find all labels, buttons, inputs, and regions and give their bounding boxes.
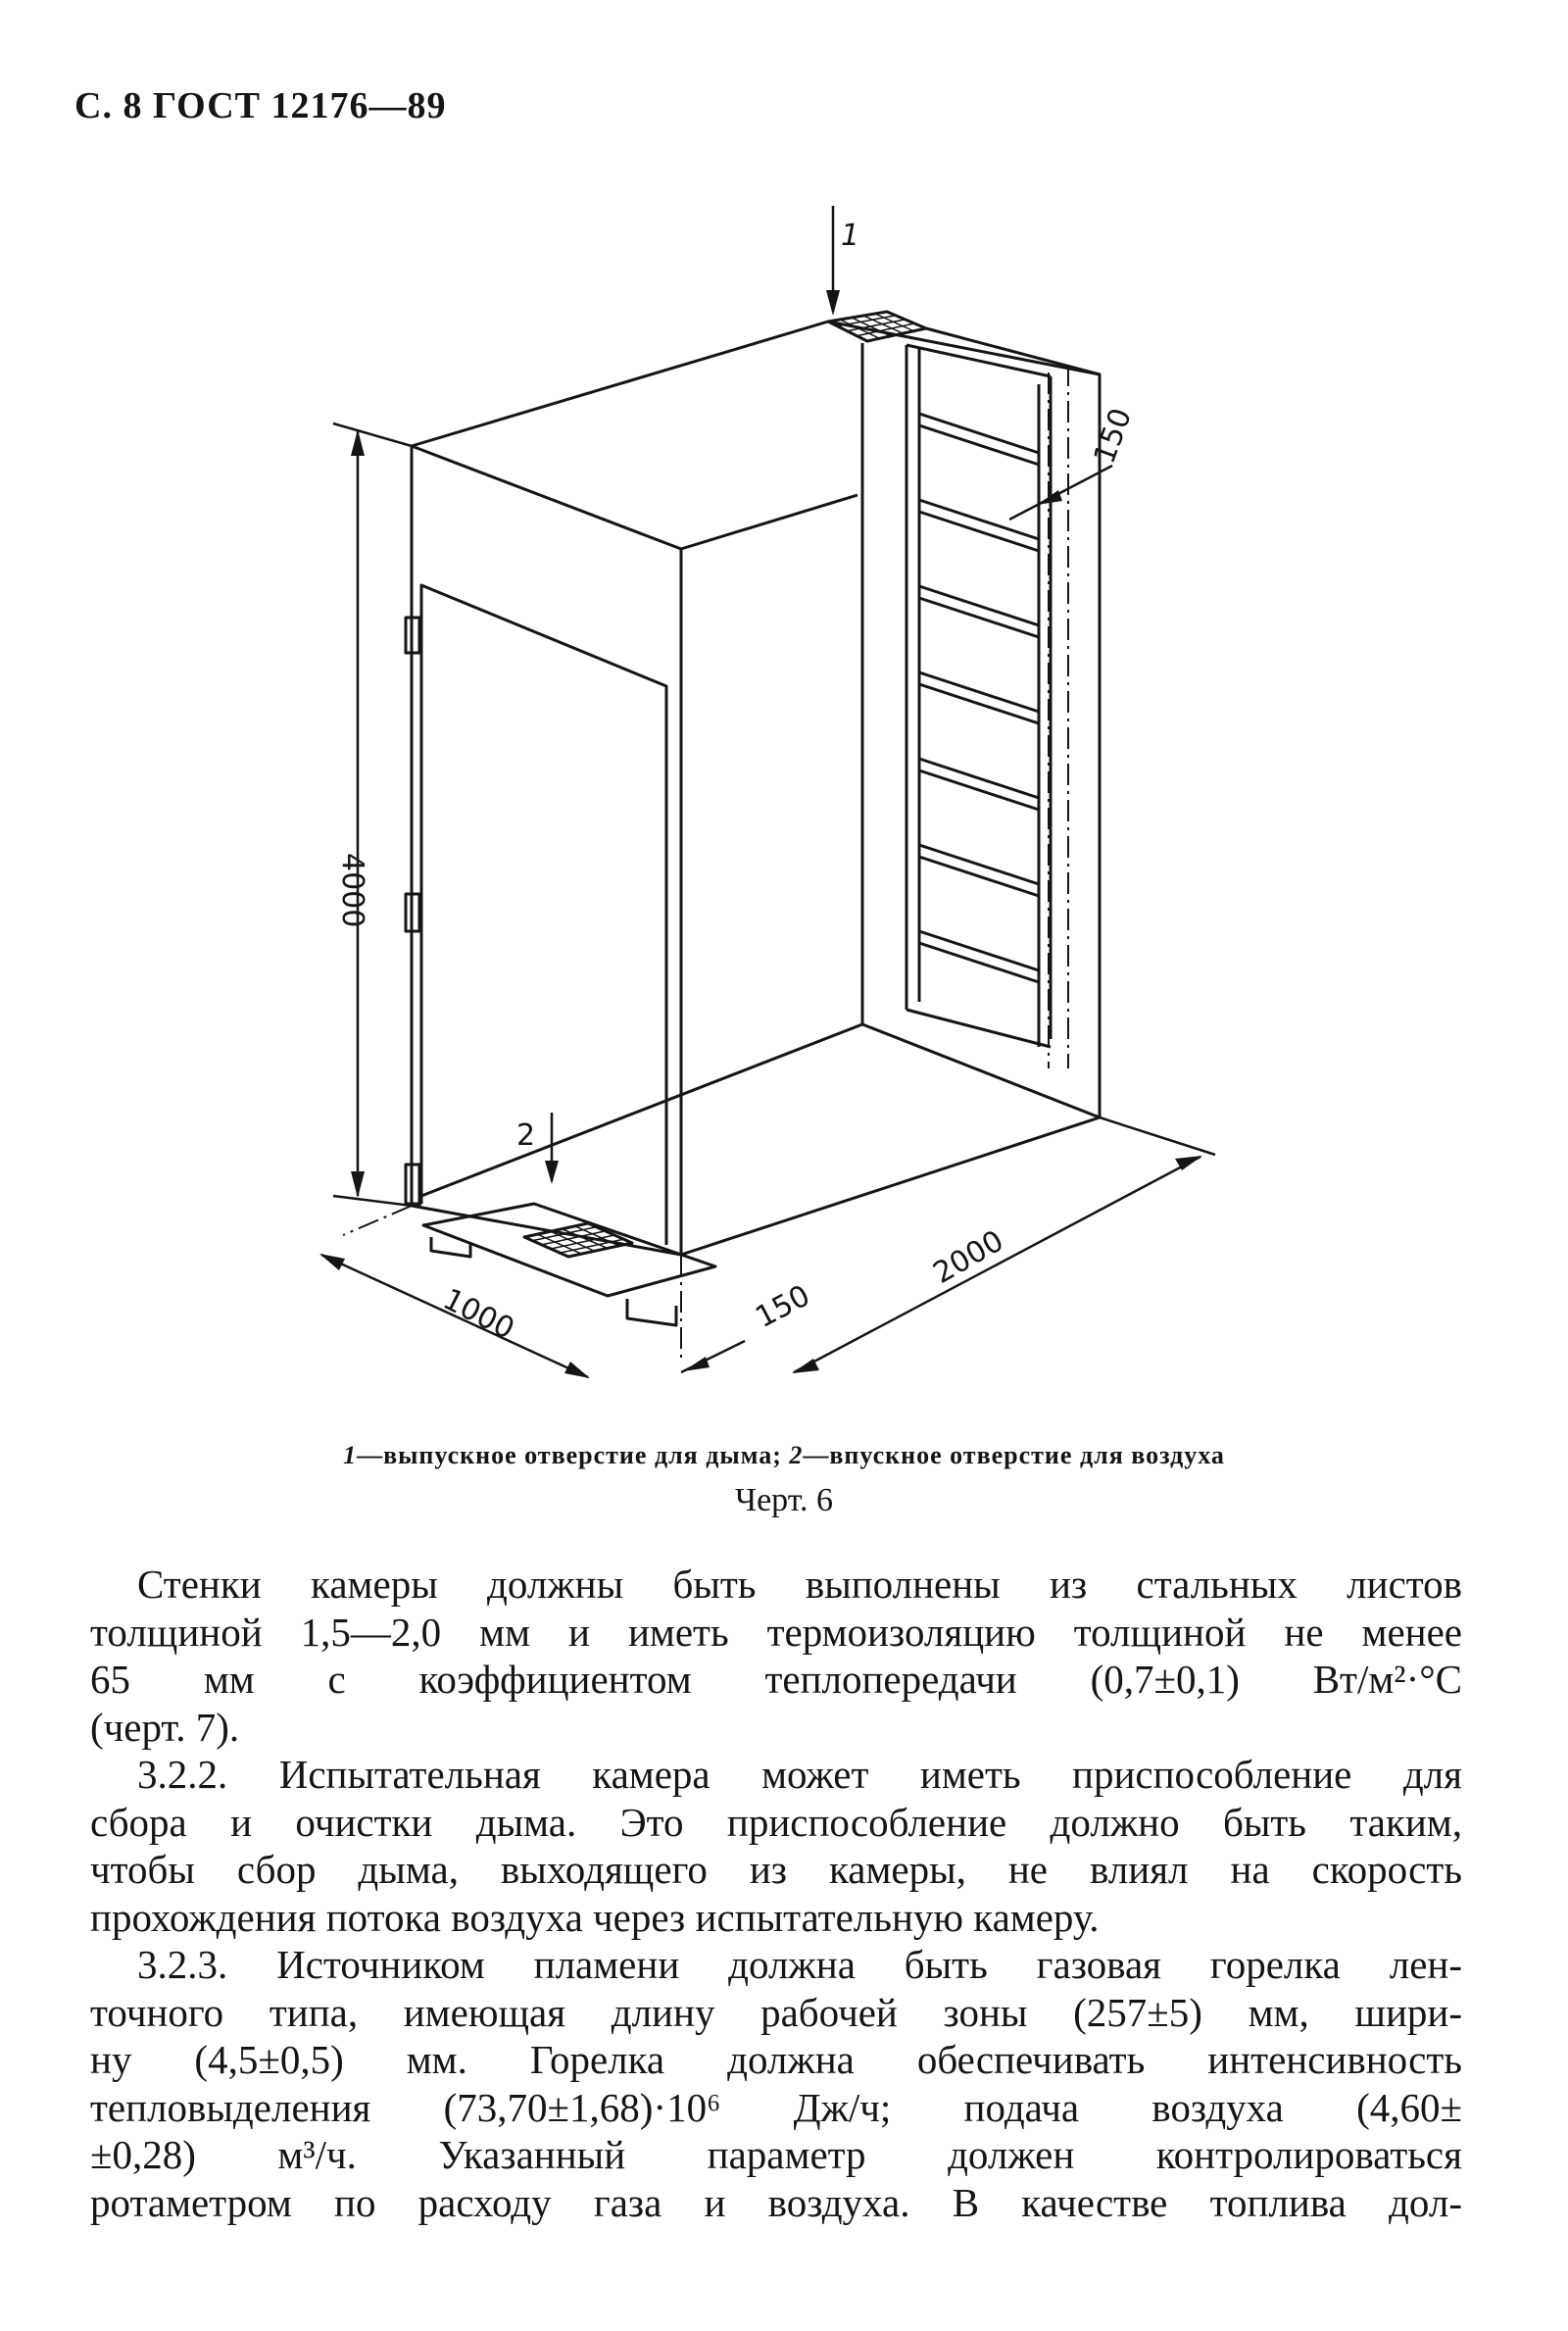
door (421, 585, 666, 1245)
floor-left (421, 1024, 862, 1196)
figure-caption (0, 1441, 1568, 1470)
caption-text-2: —впускное отверстие для воздуха (803, 1441, 1225, 1469)
text-line: сбора и очистки дыма. Это приспособление должно быть таким, (90, 1799, 1462, 1845)
dim-width-label: 1000 (437, 1281, 520, 1347)
text-line: ротаметром по расходу газа и воздуха. В качестве топлива дол- (90, 2179, 1462, 2225)
label-1: 1 (841, 219, 860, 253)
caption-key-1: 1 (343, 1441, 358, 1469)
text-line: Стенки камеры должны быть выполнены из стальных листов (137, 1562, 1462, 1607)
box-outline (412, 322, 1100, 1255)
page-header: С. 8 ГОСТ 12176—89 (74, 85, 447, 126)
text-line: тепловыделения (73,70±1,68)·10⁶ Дж/ч; подача воздуха (4,60± (90, 2084, 1462, 2130)
dim-depth-line (794, 1157, 1200, 1372)
dim-bottom-gap-label: 150 (750, 1278, 816, 1336)
text-line: точного типа, имеющая длину рабочей зоны (257±5) мм, шири- (90, 1989, 1462, 2035)
paragraph-2 (90, 1751, 1462, 1941)
text-line: ±0,28) м³/ч. Указанный параметр должен контролироваться (90, 2132, 1462, 2177)
text-line: 65 мм с коэффициентом теплопередачи (0,7±0,1) Вт/м²·°С (90, 1657, 1462, 1702)
back-wall-edge (681, 495, 858, 549)
label-2: 2 (516, 1118, 536, 1153)
text-line: 3.2.3. Источником пламени должна быть газовая горелка лен- (137, 1942, 1462, 1987)
dim-top-gap-label: 150 (1087, 403, 1140, 469)
text-line: 3.2.2. Испытательная камера может иметь приспособление для (137, 1752, 1462, 1797)
caption-text-1: —выпускное отверстие для дыма; (357, 1441, 790, 1469)
paragraph-1 (90, 1561, 1462, 1751)
dim-top-gap-line (1009, 466, 1112, 520)
body-text (90, 1561, 1462, 2226)
ladder-rungs (919, 414, 1039, 982)
text-line: ну (4,5±0,5) мм. Горелка должна обеспечивать интенсивность (90, 2037, 1462, 2082)
floor-tray (423, 1204, 715, 1296)
caption-key-2: 2 (789, 1441, 804, 1469)
paragraph-3 (90, 1941, 1462, 2226)
dim-height-label: 4000 (335, 853, 369, 928)
text-line: чтобы сбор дыма, выходящего из камеры, не влиял на скорость (90, 1847, 1462, 1892)
text-line: (черт. 7). (90, 1704, 240, 1750)
front-top-edge (412, 446, 681, 549)
text-line: прохождения потока воздуха через испытательную камеру. (90, 1894, 1100, 1940)
dim-depth-label: 2000 (927, 1223, 1010, 1291)
figure-title: Черт. 6 (734, 1482, 834, 1518)
floor-back (862, 1024, 1100, 1117)
text-line: толщиной 1,5—2,0 мм и иметь термоизоляцию толщиной не менее (90, 1609, 1462, 1655)
